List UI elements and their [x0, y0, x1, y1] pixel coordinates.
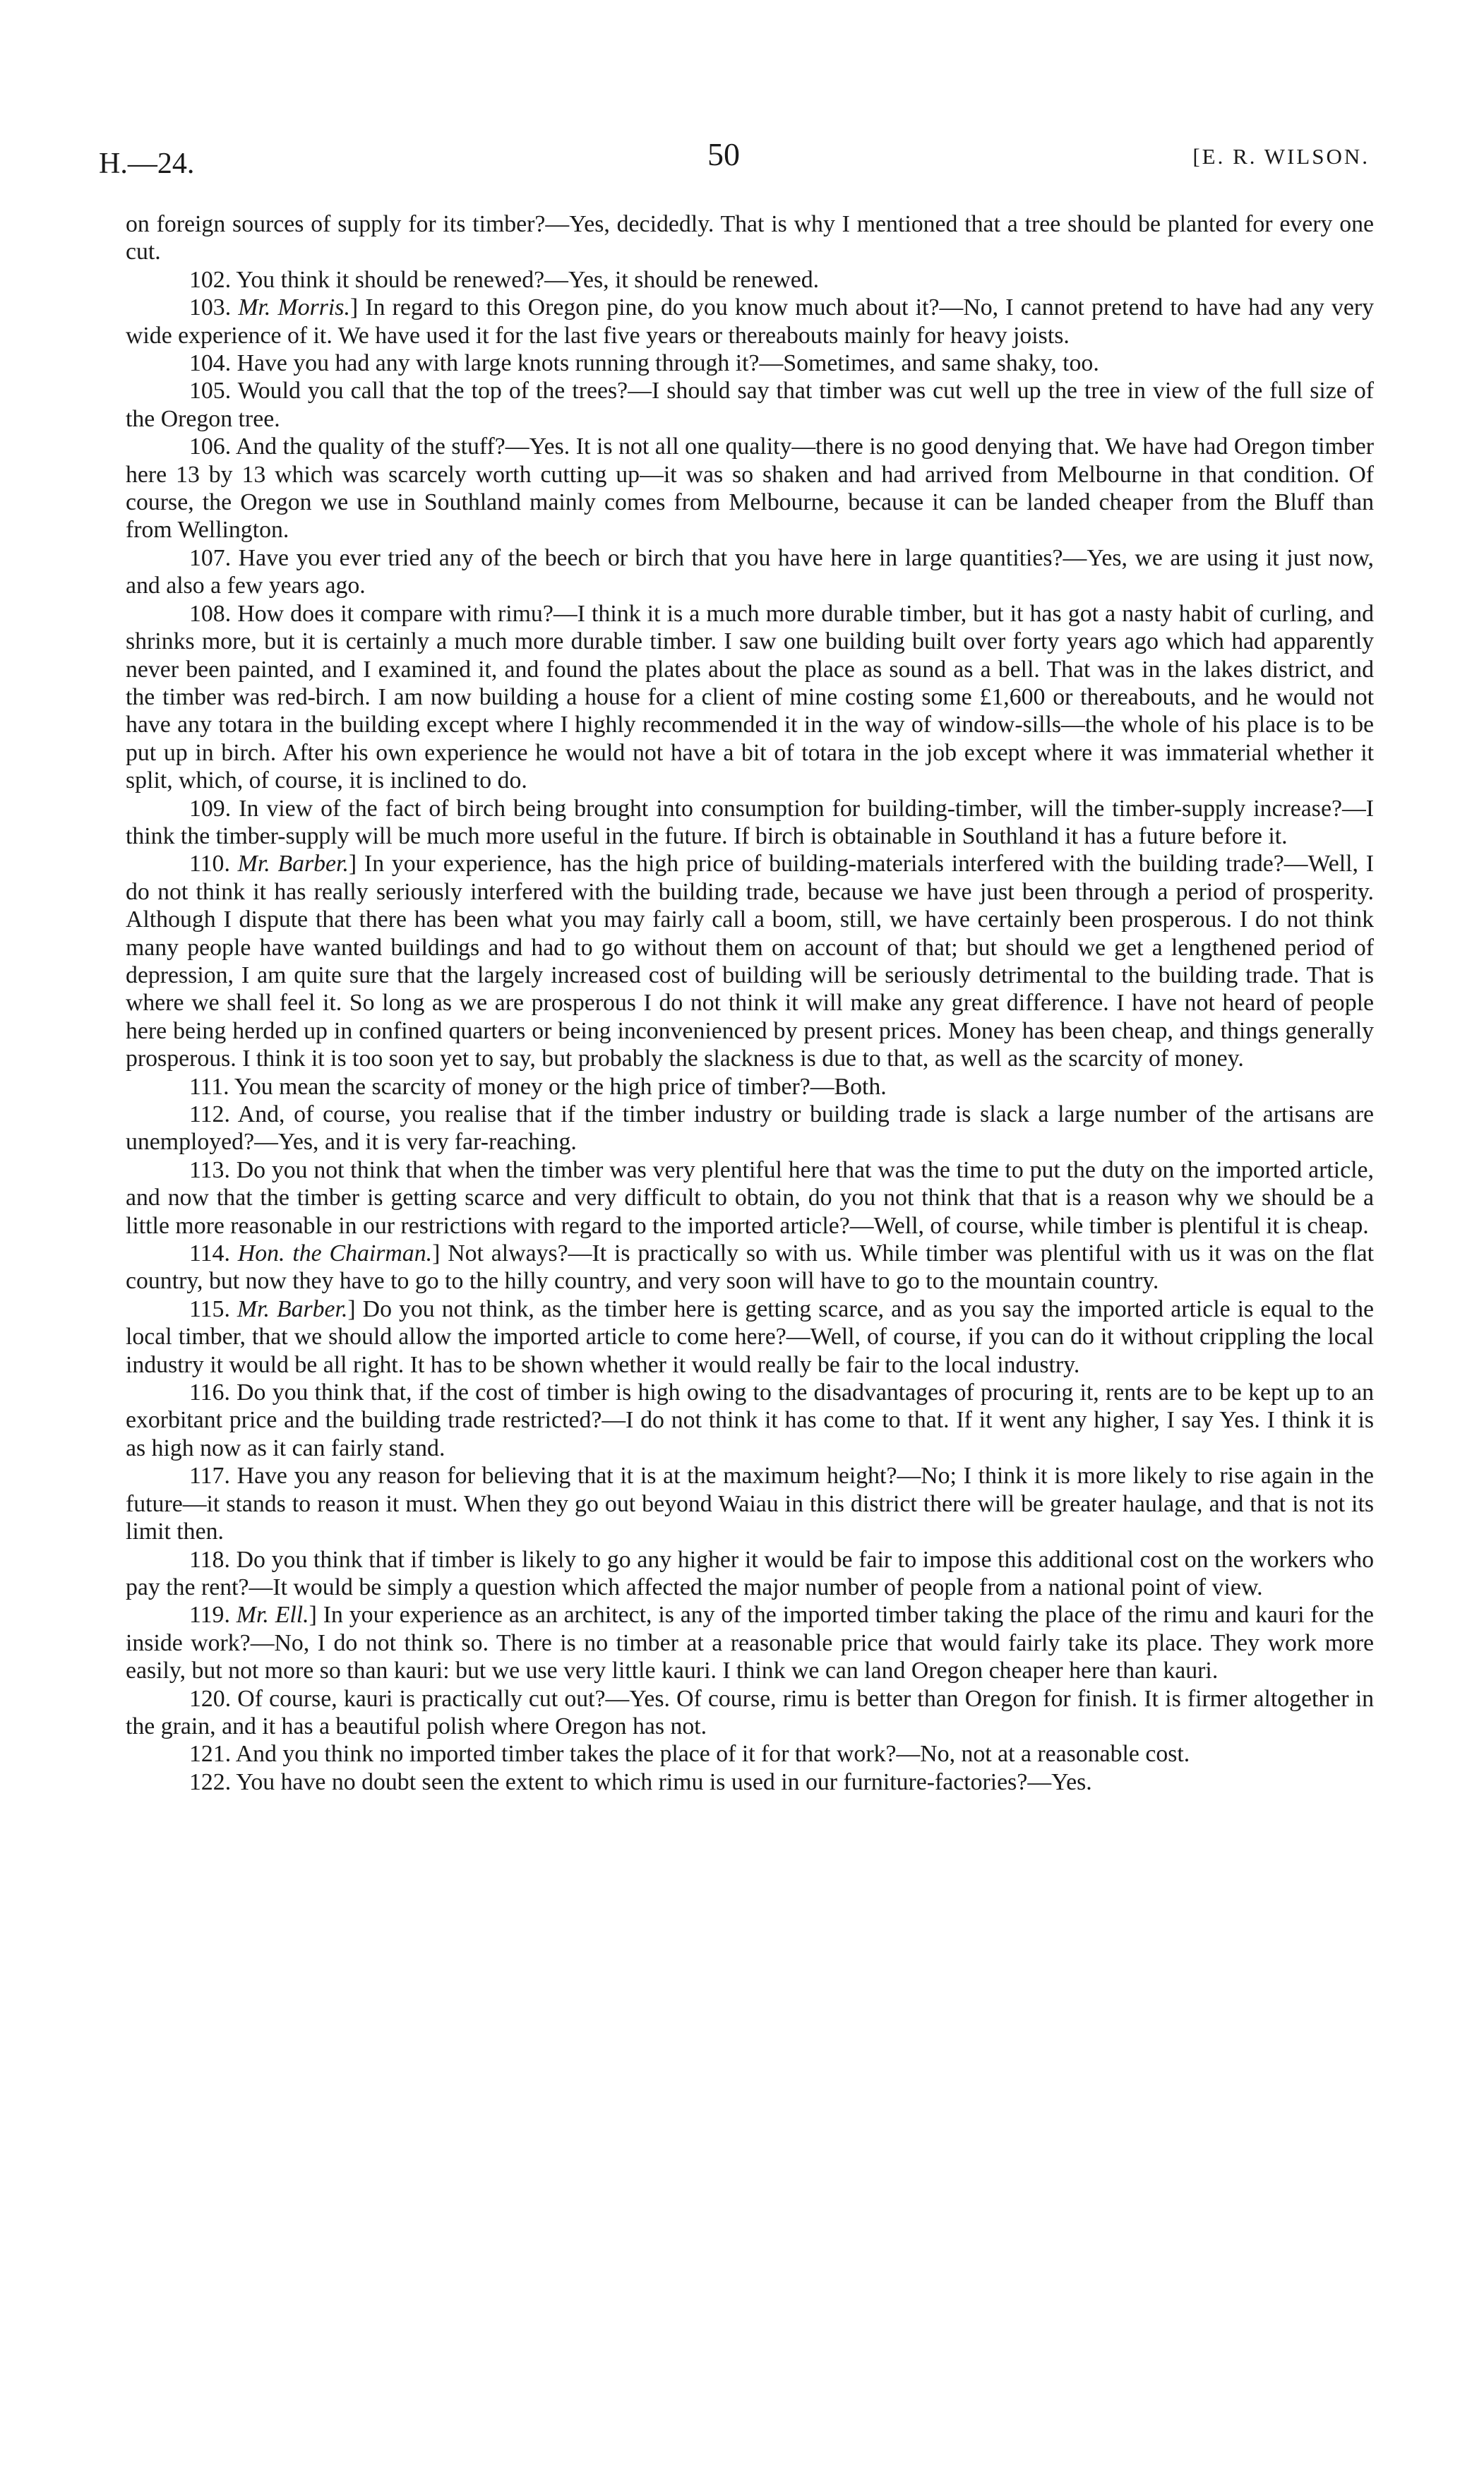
question-number: 122. — [189, 1768, 237, 1795]
paragraph-text: How does it compare with rimu?—I think it is a much more durable timber, but it has got a nasty habit of curling, and shrinks more, but it is certainly a much more durable timber. I saw one building built over forty years ago which had apparently never been painted, and I examined it, and found the plates about the place as sound as a bell. That was in the lakes district, and the timber was red-birch. I am now building a house for a client of mine costing some £1,600 or thereabouts, and he would not have any totara in the building except where I highly recommended it in the way of window-sills—the whole of his place is to be put up in birch. After his own experience he would not have a bit of totara in the job except where it was immaterial whether it split, which, of course, it is inclined to do. — [126, 600, 1375, 794]
paragraph-text: And, of course, you realise that if the timber industry or building trade is slack a large number of the artisans are unemployed?—Yes, and it is very far-reaching. — [126, 1101, 1374, 1156]
paragraph — [126, 1740, 1374, 1768]
question-number: 115. — [189, 1295, 237, 1322]
paragraph-text: ] In your experience as an architect, is any of the imported timber taking the place of the rimu and kauri for the inside work?—No, I do not think so. There is no timber at a reasonable price that would fairly take its place. They work more easily, but not more so than kauri: but we use very little kauri. I think we can land Oregon cheaper here than kauri. — [126, 1602, 1375, 1684]
paragraph-text: And you think no imported timber takes the place of it for that work?—No, not at a reasonable cost. — [235, 1741, 1190, 1768]
question-number: 107. — [189, 544, 239, 571]
question-number: 109. — [189, 795, 239, 822]
question-number: 120. — [189, 1685, 238, 1712]
paragraph-text: You have no doubt seen the extent to which rimu is used in our furniture-factories?—Yes. — [236, 1768, 1092, 1795]
question-number: 102. — [189, 266, 237, 293]
question-number: 121. — [189, 1741, 236, 1768]
paragraph-text: Do you think that if timber is likely to go any higher it would be fair to impose this additional cost on the workers who pay the rent?—It would be simply a question which affected the major number of people from a national point of view. — [126, 1546, 1374, 1600]
paragraph — [126, 349, 1374, 377]
paragraph — [126, 294, 1374, 349]
speaker-name: Mr. Barber. — [237, 851, 349, 877]
question-number: 106. — [189, 433, 236, 460]
paragraph — [126, 1101, 1374, 1156]
speaker-name: Hon. the Chairman. — [237, 1240, 433, 1267]
speaker-name: Mr. Morris. — [238, 294, 350, 321]
report-code: H.—24. — [99, 148, 195, 180]
paragraph — [126, 433, 1374, 544]
paragraph — [126, 544, 1374, 600]
question-number: 104. — [189, 350, 237, 377]
speaker-name: Mr. Barber. — [237, 1295, 348, 1322]
paragraph-text: ] In regard to this Oregon pine, do you know much about it?—No, I cannot pretend to have had any very wide experience of it. We have used it for the last five years or thereabouts mainly for heavy joists. — [126, 294, 1375, 349]
paragraph-text: Have you had any with large knots running through it?—Sometimes, and same shaky, too. — [237, 350, 1099, 377]
paragraph-text: ] Do you not think, as the timber here is getting scarce, and as you say the imported article is equal to the local timber, that we should allow the imported article to come here?—Well, of course, if you can do it without crippling the local industry it would be all right. It has to be shown whether it would really be fair to the local industry. — [126, 1295, 1374, 1378]
paragraph — [126, 1768, 1374, 1796]
paragraph-text: on foreign sources of supply for its timber?—Yes, decidedly. That is why I mentioned that a tree should be planted for every one cut. — [126, 211, 1374, 265]
paragraph — [126, 600, 1374, 795]
paragraph-text: Have you ever tried any of the beech or birch that you have here in large quantities?—Yes, we are using it just now, and also a few years ago. — [126, 544, 1374, 599]
paragraph — [126, 1379, 1374, 1462]
paragraph — [126, 1462, 1374, 1545]
paragraph-text: ] In your experience, has the high price of building-materials interfered with the building trade?—Well, I do not think it has really seriously interfered with the building trade, because we have just been through a period of prosperity. Although I dispute that there has been what you may fairly call a boom, still, we have certainly been prosperous. I do not think many people have wanted buildings and had to go without them on account of that; but should we get a lengthened period of depression, I am quite sure that the largely increased cost of building will be seriously detrimental to the building trade. That is where we shall feel it. So long as we are prosperous I do not think it will make any great difference. I have not heard of people here being herded up in confined quarters or being inconvenienced by present prices. Money has been cheap, and things generally prosperous. I think it is too soon yet to say, but probably the slackness is due to that, as well as the scarcity of money. — [126, 851, 1374, 1072]
paragraph-text: Do you not think that when the timber was very plentiful here that was the time to put the duty on the imported article, and now that the timber is getting scarce and very difficult to obtain, do you not think that that is a reason why we should be a little more reasonable in our restrictions with regard to the imported article?—Well, of course, while timber is plentiful it is cheap. — [126, 1156, 1374, 1239]
question-number: 114. — [189, 1240, 238, 1267]
paragraph-text: Have you any reason for believing that it is at the maximum height?—No; I think it is more likely to rise again in the future—it stands to reason it must. When they go out beyond Waiau in this district there will be greater haulage, and that is not its limit then. — [126, 1463, 1375, 1545]
paragraph-text: You mean the scarcity of money or the high price of timber?—Both. — [234, 1073, 887, 1100]
question-number: 111. — [189, 1073, 234, 1100]
page-header — [99, 134, 1370, 184]
witness-name: [E. R. WILSON. — [1192, 144, 1370, 169]
paragraph — [126, 1240, 1374, 1295]
paragraph-text: Do you think that, if the cost of timber is high owing to the disadvantages of procuring it, rents are to be kept up to an exorbitant price and the building trade restricted?—I do not think it has come to that. If it went any higher, I say Yes. I think it is as high now as it can fairly stand. — [126, 1379, 1374, 1461]
question-number: 103. — [189, 294, 239, 321]
question-number: 118. — [189, 1546, 237, 1573]
question-number: 113. — [189, 1156, 237, 1183]
question-number: 117. — [189, 1463, 237, 1490]
paragraph — [126, 266, 1374, 294]
paragraph — [126, 377, 1374, 433]
paragraph-text: ] Not always?—It is practically so with us. While timber was plentiful with us it was on the flat country, but now they have to go to the hilly country, and very soon will have to go to the mountain country. — [126, 1240, 1374, 1295]
question-number: 119. — [189, 1602, 237, 1629]
speaker-name: Mr. Ell. — [236, 1602, 309, 1629]
paragraph — [126, 210, 1374, 266]
paragraph — [126, 1073, 1374, 1101]
paragraph — [126, 850, 1374, 1072]
paragraph-text: You think it should be renewed?—Yes, it should be renewed. — [236, 266, 820, 293]
paragraph — [126, 1156, 1374, 1240]
paragraph-text: Would you call that the top of the trees?—I should say that timber was cut well up the tree in view of the full size of the Oregon tree. — [126, 378, 1375, 432]
question-number: 105. — [189, 378, 238, 405]
question-number: 108. — [189, 600, 238, 627]
page-number: 50 — [707, 136, 740, 172]
paragraph — [126, 1295, 1374, 1379]
question-number: 116. — [189, 1379, 237, 1406]
paragraph-text: And the quality of the stuff?—Yes. It is not all one quality—there is no good denying that. We have had Oregon timber here 13 by 13 which was scarcely worth cutting up—it was so shaken and had arrived from Melbourne in that condition. Of course, the Oregon we use in Southland mainly comes from Melbourne, because it can be landed cheaper from the Bluff than from Wellington. — [126, 433, 1374, 544]
paragraph — [126, 1601, 1374, 1684]
question-number: 110. — [189, 851, 238, 877]
document-body — [126, 210, 1374, 1796]
paragraph — [126, 795, 1374, 851]
question-number: 112. — [189, 1101, 238, 1127]
paragraph — [126, 1685, 1374, 1741]
paragraph-text: Of course, kauri is practically cut out?—Yes. Of course, rimu is better than Oregon for finish. It is firmer altogether in the grain, and it has a beautiful polish where Oregon has not. — [126, 1685, 1374, 1739]
paragraph-text: In view of the fact of birch being brought into consumption for building-timber, will the timber-supply increase?—I think the timber-supply will be much more useful in the future. If birch is obtainable in Southland it has a future before it. — [126, 795, 1374, 849]
paragraph — [126, 1546, 1374, 1602]
